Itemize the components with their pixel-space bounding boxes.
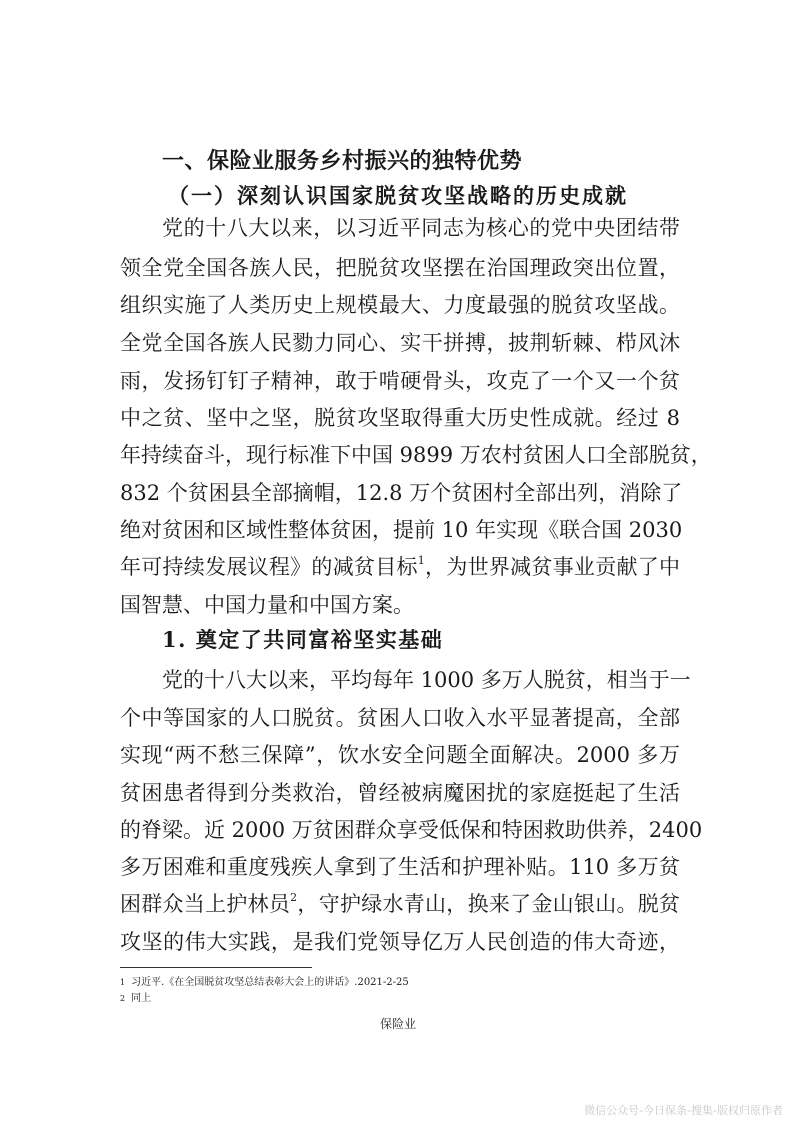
- paragraph-line: 多万困难和重度残疾人拿到了生活和护理补贴。110 多万贫: [120, 855, 680, 879]
- footnote-ref: 1: [417, 554, 425, 567]
- paragraph-line: 个中等国家的人口脱贫。贫困人口收入水平显著提高，全部: [120, 706, 680, 730]
- paragraph-line: 中之贫、坚中之坚，脱贫攻坚取得重大历史性成就。经过 8: [120, 406, 680, 430]
- paragraph-line: 雨，发扬钉钉子精神，敢于啃硬骨头，攻克了一个又一个贫: [120, 369, 680, 393]
- footnote-number: 1: [120, 978, 126, 987]
- page-footer-mark: 保险业: [380, 1017, 417, 1031]
- numbered-heading: 1. 奠定了共同富裕坚实基础: [162, 627, 444, 652]
- line-text: ，为世界减贫事业贡献了中: [424, 555, 681, 579]
- watermark: 微信公众号-今日保条-搜集-版权归原作者: [584, 1104, 783, 1117]
- paragraph-line: 的脊梁。近 2000 万贫困群众享受低保和特困救助供养，2400: [120, 818, 703, 842]
- paragraph-line: 国智慧、中国力量和中国方案。: [120, 593, 414, 617]
- paragraph-line: 攻坚的伟大实践，是我们党领导亿万人民创造的伟大奇迹，: [120, 930, 680, 954]
- paragraph-line: 党的十八大以来，平均每年 1000 多万人脱贫，相当于一: [162, 668, 691, 692]
- paragraph-line: 组织实施了人类历史上规模最大、力度最强的脱贫攻坚战。: [120, 293, 680, 317]
- footnote-number: 2: [120, 994, 126, 1003]
- footnote-text: 同上: [131, 993, 152, 1004]
- paragraph-line: 实现“两不愁三保障”，饮水安全问题全面解决。2000 多万: [120, 743, 680, 767]
- paragraph-line: 全党全国各族人民勠力同心、实干拼搏，披荆斩棘、栉风沐: [120, 331, 680, 355]
- footnote-1: [120, 976, 409, 990]
- paragraph-line: 绝对贫困和区域性整体贫困，提前 10 年实现《联合国 2030: [120, 518, 683, 542]
- footnote-2: [120, 992, 151, 1006]
- footnote-ref: 2: [290, 891, 298, 904]
- line-text: ，守护绿水青山，换来了金山银山。脱贫: [297, 892, 681, 916]
- paragraph-line: 领全党全国各族人民，把脱贫攻坚摆在治国理政突出位置，: [120, 256, 680, 280]
- section-heading: 一、保险业服务乡村振兴的独特优势: [162, 149, 523, 174]
- paragraph-line: [120, 552, 680, 582]
- line-text: 年可持续发展议程》的减贫目标: [120, 555, 418, 579]
- paragraph-line: 党的十八大以来，以习近平同志为核心的党中央团结带: [162, 216, 680, 240]
- paragraph-line: 年持续奋斗，现行标准下中国 9899 万农村贫困人口全部脱贫，: [120, 443, 712, 467]
- paragraph-line: [120, 889, 680, 919]
- paragraph-line: 832 个贫困县全部摘帽，12.8 万个贫困村全部出列，消除了: [120, 481, 683, 505]
- paragraph-line: 贫困患者得到分类救治，曾经被病魔困扰的家庭挺起了生活: [120, 781, 680, 805]
- subsection-heading: （一）深刻认识国家脱贫攻坚战略的历史成就: [168, 183, 628, 208]
- line-text: 困群众当上护林员: [120, 892, 291, 916]
- footnote-text: 习近平.《在全国脱贫攻坚总结表彰大会上的讲话》.2021-2-25: [131, 977, 409, 988]
- footnote-divider: [120, 967, 312, 968]
